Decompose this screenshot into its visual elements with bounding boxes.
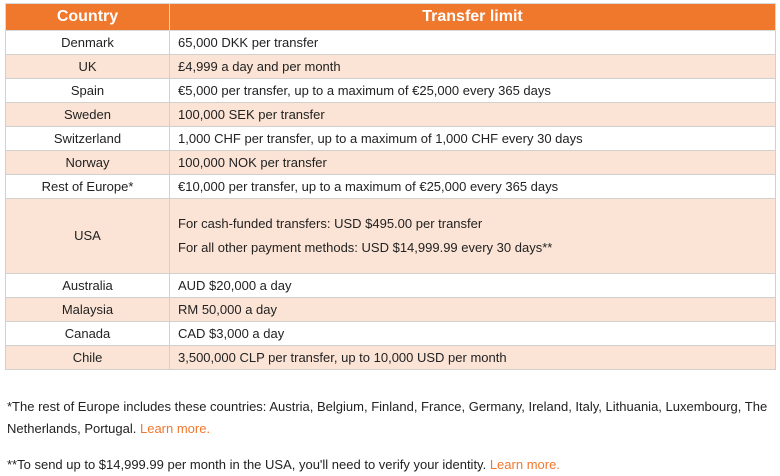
country-cell: Rest of Europe* <box>6 175 170 199</box>
limit-cell: CAD $3,000 a day <box>170 322 776 346</box>
limit-cell: £4,999 a day and per month <box>170 55 776 79</box>
limit-line-other-methods: For all other payment methods: USD $14,999.99 every 30 days** <box>178 240 553 255</box>
limit-cell: 3,500,000 CLP per transfer, up to 10,000 USD per month <box>170 346 776 370</box>
table-row <box>6 199 776 274</box>
table-row <box>6 274 776 298</box>
limit-cell: AUD $20,000 a day <box>170 274 776 298</box>
learn-more-usa-link[interactable]: Learn more. <box>489 457 560 472</box>
table-row <box>6 103 776 127</box>
footnote-rest-of-europe <box>7 396 775 440</box>
limit-cell <box>170 199 776 274</box>
country-cell: Australia <box>6 274 170 298</box>
column-header-transfer-limit: Transfer limit <box>170 4 776 31</box>
country-cell: UK <box>6 55 170 79</box>
footnote-usa <box>7 454 775 476</box>
footnote-europe-text: *The rest of Europe includes these countries: Austria, Belgium, Finland, France, Germany, Ireland, Italy, Lithuania, Luxembourg, The Netherlands, Portugal. <box>7 399 768 436</box>
limit-cell: RM 50,000 a day <box>170 298 776 322</box>
table-row <box>6 79 776 103</box>
table-row <box>6 151 776 175</box>
limit-cell: €5,000 per transfer, up to a maximum of €25,000 every 365 days <box>170 79 776 103</box>
country-cell: Chile <box>6 346 170 370</box>
table-row <box>6 55 776 79</box>
country-cell: Spain <box>6 79 170 103</box>
limit-cell: 1,000 CHF per transfer, up to a maximum of 1,000 CHF every 30 days <box>170 127 776 151</box>
country-cell: Denmark <box>6 31 170 55</box>
limit-cell: 100,000 SEK per transfer <box>170 103 776 127</box>
transfer-limits-table <box>5 3 776 370</box>
table-row <box>6 298 776 322</box>
limit-line-cash-funded: For cash-funded transfers: USD $495.00 per transfer <box>178 216 483 231</box>
table-row <box>6 175 776 199</box>
country-cell: Canada <box>6 322 170 346</box>
country-cell: Sweden <box>6 103 170 127</box>
table-row <box>6 322 776 346</box>
footnotes <box>7 396 775 476</box>
limit-cell: 65,000 DKK per transfer <box>170 31 776 55</box>
footnote-usa-text: **To send up to $14,999.99 per month in the USA, you'll need to verify your identity. <box>7 457 487 472</box>
column-header-country: Country <box>6 4 170 31</box>
learn-more-europe-link[interactable]: Learn more. <box>139 421 211 436</box>
table-row <box>6 346 776 370</box>
limit-cell: €10,000 per transfer, up to a maximum of €25,000 every 365 days <box>170 175 776 199</box>
limit-cell: 100,000 NOK per transfer <box>170 151 776 175</box>
country-cell: Malaysia <box>6 298 170 322</box>
table-header-row <box>6 4 776 31</box>
country-cell: Switzerland <box>6 127 170 151</box>
table-row <box>6 31 776 55</box>
country-cell: USA <box>6 199 170 274</box>
table-row <box>6 127 776 151</box>
country-cell: Norway <box>6 151 170 175</box>
